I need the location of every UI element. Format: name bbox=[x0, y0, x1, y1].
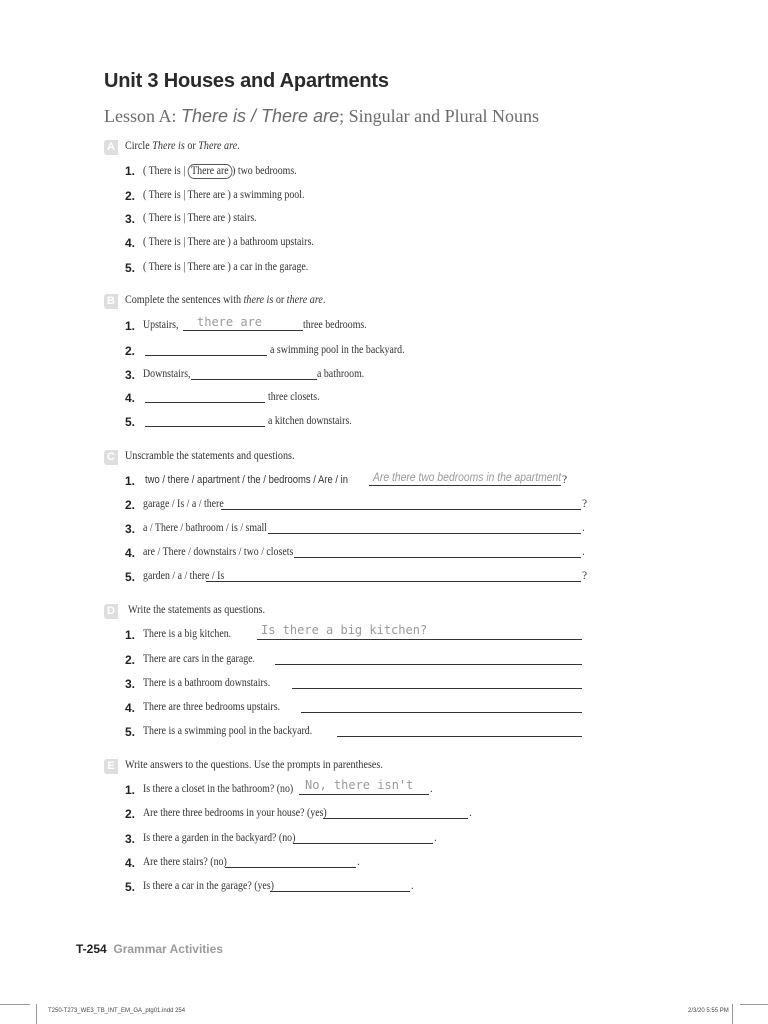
item-number: 1. bbox=[125, 474, 136, 488]
instr-em: there is bbox=[243, 294, 274, 306]
item-number: 2. bbox=[125, 653, 136, 667]
answer-blank[interactable] bbox=[299, 794, 429, 795]
end-punctuation: . bbox=[434, 832, 437, 844]
answer-blank[interactable] bbox=[268, 533, 581, 534]
instr-em: there are bbox=[286, 294, 323, 306]
end-punctuation: ? bbox=[562, 474, 568, 486]
scrambled-prompt: garden / a / there / Is bbox=[143, 570, 225, 582]
answer-blank[interactable] bbox=[275, 664, 582, 665]
written-answer: Is there a big kitchen? bbox=[261, 623, 428, 637]
answer-blank[interactable] bbox=[293, 843, 433, 844]
lesson-title bbox=[104, 106, 539, 127]
question-prompt: Is there a garden in the backyard? (no) bbox=[143, 832, 296, 844]
end-punctuation: . bbox=[357, 856, 360, 868]
item-number: 1. bbox=[125, 783, 136, 797]
section-b-instruction bbox=[125, 294, 325, 306]
answer-blank[interactable] bbox=[145, 426, 265, 427]
crop-mark bbox=[732, 1004, 733, 1024]
answer-blank[interactable] bbox=[270, 891, 410, 892]
answer-blank[interactable] bbox=[221, 509, 581, 510]
statement-prompt: There are cars in the garage. bbox=[143, 653, 256, 665]
item-number: 4. bbox=[125, 856, 136, 870]
choice-text: ( There is | There are ) stairs. bbox=[143, 212, 257, 224]
answer-blank[interactable] bbox=[257, 639, 582, 640]
answer-blank[interactable] bbox=[301, 712, 582, 713]
item-number: 2. bbox=[125, 498, 136, 512]
section-c-instruction: Unscramble the statements and questions. bbox=[125, 450, 295, 462]
scrambled-prompt: garage / Is / a / there bbox=[143, 498, 224, 510]
answer-blank[interactable] bbox=[337, 736, 582, 737]
answer-blank[interactable] bbox=[145, 402, 265, 403]
section-badge-d: D bbox=[104, 604, 118, 619]
item-number: 3. bbox=[125, 832, 136, 846]
section-badge-c: C bbox=[104, 450, 118, 465]
end-punctuation: . bbox=[411, 880, 414, 892]
instr-em: There are bbox=[198, 140, 238, 152]
answer-blank[interactable] bbox=[294, 557, 581, 558]
lesson-emphasis: There is / There are bbox=[181, 106, 340, 126]
item-number: 3. bbox=[125, 368, 136, 382]
crop-mark bbox=[0, 1004, 30, 1005]
sentence-end: a kitchen downstairs. bbox=[268, 415, 352, 427]
answer-blank[interactable] bbox=[323, 818, 468, 819]
end-punctuation: . bbox=[469, 807, 472, 819]
item-number: 5. bbox=[125, 261, 136, 275]
crop-mark bbox=[36, 1004, 37, 1024]
crop-mark bbox=[740, 1004, 768, 1005]
question-prompt: Are there three bedrooms in your house? (yes) bbox=[143, 807, 327, 819]
question-prompt: Is there a closet in the bathroom? (no) bbox=[143, 783, 294, 795]
written-answer: there are bbox=[197, 315, 263, 329]
section-badge-e: E bbox=[104, 759, 118, 774]
instr-em: There is bbox=[152, 140, 185, 152]
answer-blank[interactable] bbox=[369, 485, 561, 486]
instr-text: or bbox=[273, 294, 287, 306]
choice-text: ( There is | There are ) a swimming pool. bbox=[143, 189, 305, 201]
instr-text: Circle bbox=[125, 140, 153, 152]
choice-post: ) two bedrooms. bbox=[232, 165, 297, 177]
answer-blank[interactable] bbox=[145, 355, 267, 356]
instr-text: Complete the sentences with bbox=[125, 294, 244, 306]
choice-text bbox=[143, 164, 297, 179]
item-number: 4. bbox=[125, 391, 136, 405]
item-number: 3. bbox=[125, 522, 136, 536]
end-punctuation: . bbox=[582, 522, 585, 534]
unit-title: Unit 3 Houses and Apartments bbox=[104, 70, 389, 92]
end-punctuation: . bbox=[582, 546, 585, 558]
item-number: 4. bbox=[125, 546, 136, 560]
lesson-suffix: ; Singular and Plural Nouns bbox=[339, 106, 540, 126]
sentence-start: Upstairs, bbox=[143, 319, 179, 331]
choice-text: ( There is | There are ) a car in the garage. bbox=[143, 261, 309, 273]
item-number: 1. bbox=[125, 164, 136, 178]
section-d-instruction: Write the statements as questions. bbox=[128, 604, 266, 616]
sentence-end: three closets. bbox=[268, 391, 320, 403]
section-badge-a: A bbox=[104, 140, 118, 155]
slug-filename: T250-T273_WE3_TB_INT_EM_GA_ptg01.indd 254 bbox=[48, 1008, 186, 1014]
item-number: 5. bbox=[125, 415, 136, 429]
written-answer: No, there isn't bbox=[305, 778, 414, 792]
answer-blank[interactable] bbox=[292, 688, 582, 689]
item-number: 4. bbox=[125, 701, 136, 715]
item-number: 2. bbox=[125, 189, 136, 203]
footer-section-title: Grammar Activities bbox=[113, 942, 223, 956]
item-number: 1. bbox=[125, 319, 136, 333]
section-e-instruction: Write answers to the questions. Use the prompts in parentheses. bbox=[125, 759, 383, 771]
instr-text: or bbox=[184, 140, 199, 152]
instr-text: . bbox=[322, 294, 326, 306]
statement-prompt: There are three bedrooms upstairs. bbox=[143, 701, 281, 713]
item-number: 4. bbox=[125, 236, 136, 250]
answer-blank[interactable] bbox=[206, 581, 581, 582]
item-number: 5. bbox=[125, 725, 136, 739]
answer-blank[interactable] bbox=[225, 867, 356, 868]
scrambled-prompt: two / there / apartment / the / bedrooms / Are / in bbox=[145, 474, 348, 486]
section-a-instruction bbox=[125, 140, 240, 152]
choice-pre: ( There is | bbox=[143, 165, 188, 177]
item-number: 1. bbox=[125, 628, 136, 642]
item-number: 5. bbox=[125, 570, 136, 584]
lesson-prefix: Lesson A: bbox=[104, 106, 182, 126]
item-number: 5. bbox=[125, 880, 136, 894]
slug-date: 2/3/20 5:55 PM bbox=[688, 1008, 729, 1014]
item-number: 2. bbox=[125, 344, 136, 358]
page-number: T-254 bbox=[76, 942, 107, 956]
end-punctuation: ? bbox=[582, 570, 588, 582]
section-badge-b: B bbox=[104, 294, 118, 309]
end-punctuation: . bbox=[430, 783, 433, 795]
choice-text: ( There is | There are ) a bathroom upstairs. bbox=[143, 236, 314, 248]
answer-blank[interactable] bbox=[191, 379, 317, 380]
sentence-end: three bedrooms. bbox=[303, 319, 367, 331]
scrambled-prompt: are / There / downstairs / two / closets bbox=[143, 546, 294, 558]
answer-blank[interactable] bbox=[183, 330, 303, 331]
page-footer bbox=[76, 942, 223, 956]
written-answer: Are there two bedrooms in the apartment bbox=[373, 472, 562, 484]
question-prompt: Are there stairs? (no) bbox=[143, 856, 227, 868]
instr-text: . bbox=[237, 140, 240, 152]
statement-prompt: There is a bathroom downstairs. bbox=[143, 677, 271, 689]
sentence-start: Downstairs, bbox=[143, 368, 191, 380]
statement-prompt: There is a swimming pool in the backyard. bbox=[143, 725, 313, 737]
sentence-end: a swimming pool in the backyard. bbox=[270, 344, 405, 356]
item-number: 3. bbox=[125, 212, 136, 226]
statement-prompt: There is a big kitchen. bbox=[143, 628, 232, 640]
scrambled-prompt: a / There / bathroom / is / small bbox=[143, 522, 267, 534]
item-number: 3. bbox=[125, 677, 136, 691]
item-number: 2. bbox=[125, 807, 136, 821]
question-prompt: Is there a car in the garage? (yes) bbox=[143, 880, 274, 892]
circled-answer: There are bbox=[188, 164, 232, 179]
end-punctuation: ? bbox=[582, 498, 588, 510]
sentence-end: a bathroom. bbox=[317, 368, 365, 380]
